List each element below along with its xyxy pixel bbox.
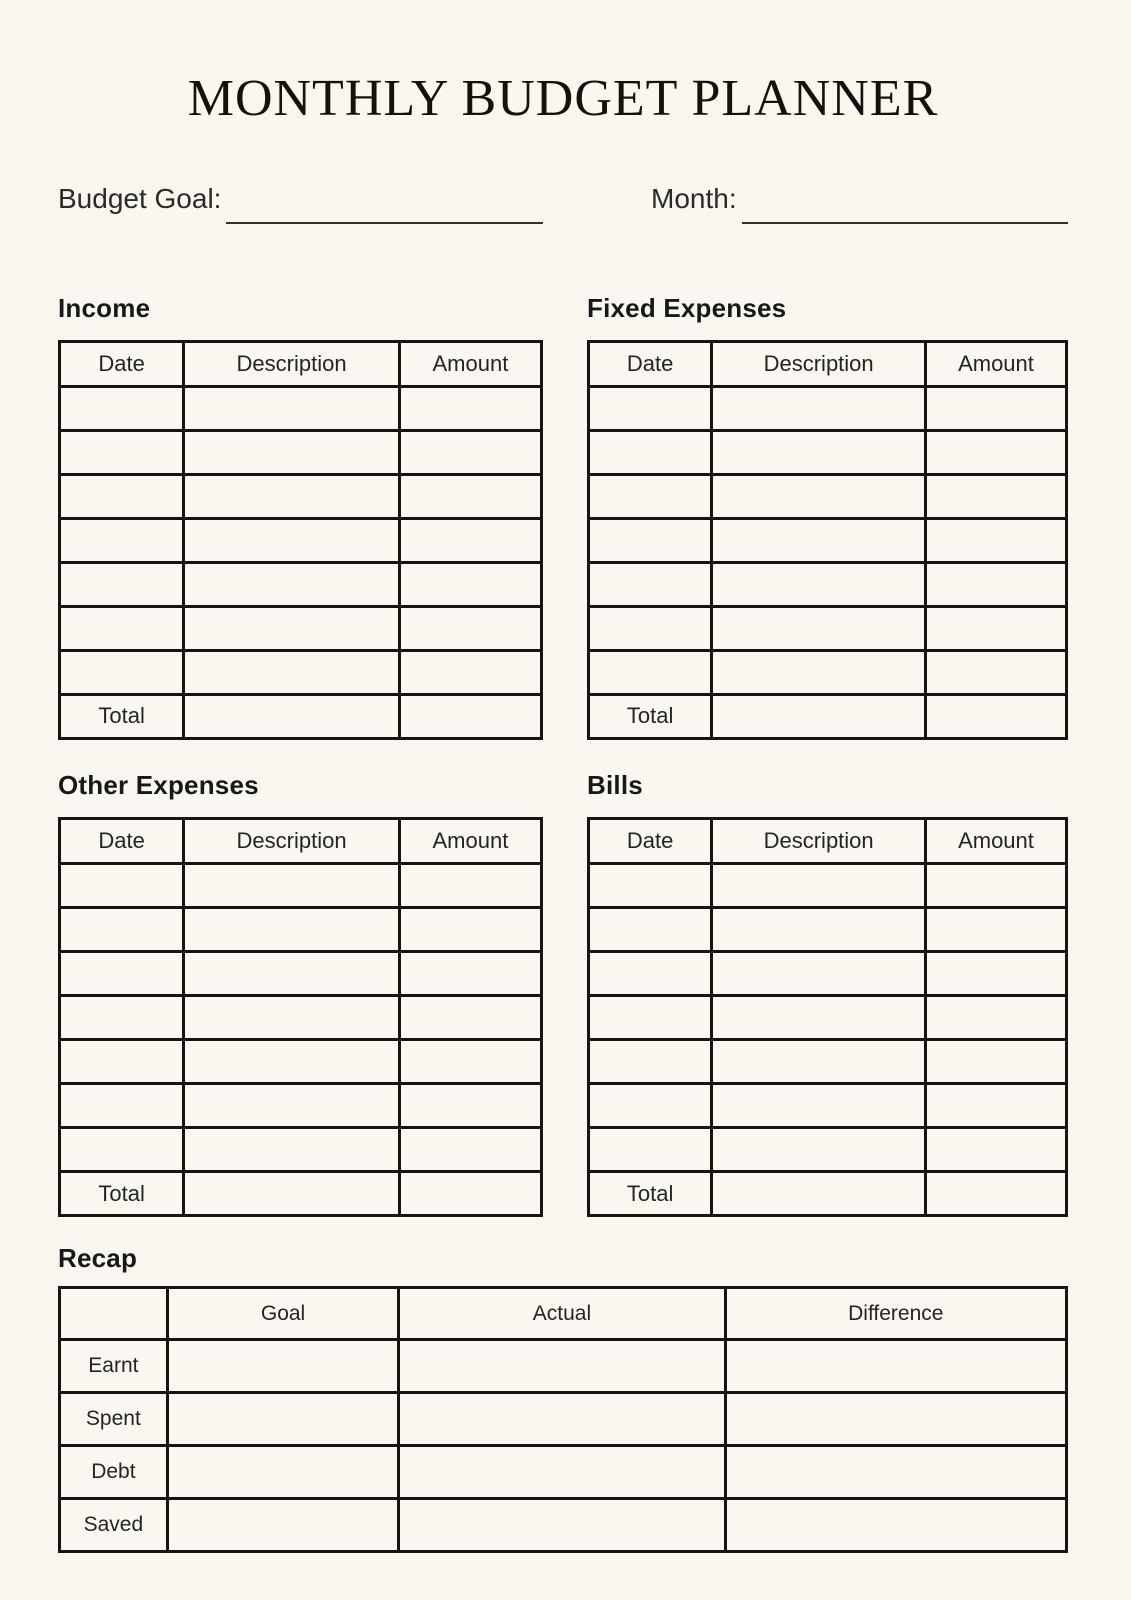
- other-expenses-cell-r2c1[interactable]: [60, 908, 184, 952]
- income-cell-r7c3[interactable]: [399, 650, 541, 694]
- recap-table-body: [60, 1288, 1067, 1552]
- income-cell-r7c2[interactable]: [184, 650, 399, 694]
- column-header-amount: Amount: [925, 341, 1066, 386]
- section-title-recap: Recap: [58, 1243, 138, 1274]
- entry-row: [60, 1128, 542, 1172]
- fixed-expenses-cell-r2c3[interactable]: [925, 430, 1066, 474]
- income-cell-r2c2[interactable]: [184, 430, 399, 474]
- bills-cell-r1c3[interactable]: [925, 864, 1066, 908]
- fixed-expenses-cell-r2c2[interactable]: [712, 430, 926, 474]
- bills-cell-r6c2[interactable]: [712, 1084, 926, 1128]
- header-row: [589, 819, 1067, 864]
- recap-earnt-value-2[interactable]: [399, 1340, 725, 1393]
- fixed-expenses-cell-r6c2[interactable]: [712, 606, 926, 650]
- recap-saved-value-1[interactable]: [167, 1499, 399, 1552]
- fixed-expenses-cell-r4c3[interactable]: [925, 518, 1066, 562]
- entry-row: [589, 562, 1067, 606]
- fixed-expenses-cell-r5c3[interactable]: [925, 562, 1066, 606]
- bills-total-label: Total: [589, 1172, 712, 1216]
- entry-row: [60, 606, 542, 650]
- total-row: [589, 1172, 1067, 1216]
- fixed-expenses-cell-r5c2[interactable]: [712, 562, 926, 606]
- other-expenses-cell-r6c1[interactable]: [60, 1084, 184, 1128]
- header-fields: [58, 183, 1068, 215]
- income-cell-r2c3[interactable]: [399, 430, 541, 474]
- fixed-expenses-total-value-1[interactable]: [712, 694, 926, 738]
- entry-row: [589, 386, 1067, 430]
- recap-column-header-actual: Actual: [399, 1288, 725, 1340]
- recap-row-spent: [60, 1393, 1067, 1446]
- income-cell-r1c3[interactable]: [399, 386, 541, 430]
- month-label: Month:: [651, 182, 737, 214]
- header-row: [589, 341, 1067, 386]
- section-title-bills: Bills: [587, 769, 643, 800]
- recap-debt-value-1[interactable]: [167, 1446, 399, 1499]
- recap-earnt-value-1[interactable]: [167, 1340, 399, 1393]
- section-fixed-expenses: [587, 293, 1068, 740]
- other-expenses-cell-r5c3[interactable]: [399, 1040, 541, 1084]
- column-header-date: Date: [589, 819, 712, 864]
- bills-cell-r7c1[interactable]: [589, 1128, 712, 1172]
- bills-cell-r5c1[interactable]: [589, 1040, 712, 1084]
- entry-row: [589, 952, 1067, 996]
- income-total-value-1[interactable]: [184, 694, 399, 738]
- fixed-expenses-cell-r4c1[interactable]: [589, 518, 712, 562]
- recap-spent-value-1[interactable]: [167, 1393, 399, 1446]
- fixed-expenses-cell-r2c1[interactable]: [589, 430, 712, 474]
- bills-cell-r2c3[interactable]: [925, 908, 1066, 952]
- recap-header-row: [60, 1288, 1067, 1340]
- other-expenses-cell-r5c2[interactable]: [184, 1040, 399, 1084]
- entry-row: [589, 864, 1067, 908]
- entry-row: [60, 1084, 542, 1128]
- bills-table: [587, 817, 1068, 1217]
- fixed-expenses-table-body: [589, 341, 1067, 738]
- entry-row: [60, 908, 542, 952]
- other-expenses-cell-r4c3[interactable]: [399, 996, 541, 1040]
- bills-cell-r7c3[interactable]: [925, 1128, 1066, 1172]
- recap-debt-value-3[interactable]: [725, 1446, 1066, 1499]
- budget-goal-label: Budget Goal:: [58, 182, 222, 214]
- other-expenses-total-value-1[interactable]: [184, 1172, 399, 1216]
- income-cell-r2c1[interactable]: [60, 430, 184, 474]
- recap-saved-value-3[interactable]: [725, 1499, 1066, 1552]
- total-row: [589, 694, 1067, 738]
- section-title-income: Income: [58, 292, 151, 323]
- income-cell-r3c2[interactable]: [184, 474, 399, 518]
- fixed-expenses-cell-r1c3[interactable]: [925, 386, 1066, 430]
- income-cell-r1c2[interactable]: [184, 386, 399, 430]
- other-expenses-cell-r1c3[interactable]: [399, 864, 541, 908]
- recap-earnt-value-3[interactable]: [725, 1340, 1066, 1393]
- entry-row: [60, 952, 542, 996]
- other-expenses-cell-r2c3[interactable]: [399, 908, 541, 952]
- section-recap: [58, 1243, 1068, 1553]
- entry-row: [60, 1040, 542, 1084]
- income-table-body: [60, 341, 542, 738]
- entry-row: [589, 1084, 1067, 1128]
- income-cell-r6c2[interactable]: [184, 606, 399, 650]
- other-expenses-cell-r7c2[interactable]: [184, 1128, 399, 1172]
- recap-saved-value-2[interactable]: [399, 1499, 725, 1552]
- other-expenses-cell-r7c1[interactable]: [60, 1128, 184, 1172]
- bills-total-value-1[interactable]: [712, 1172, 926, 1216]
- other-expenses-cell-r4c2[interactable]: [184, 996, 399, 1040]
- budget-goal-field: [58, 183, 543, 215]
- bills-total-value-2[interactable]: [925, 1172, 1066, 1216]
- bills-cell-r6c3[interactable]: [925, 1084, 1066, 1128]
- other-expenses-cell-r5c1[interactable]: [60, 1040, 184, 1084]
- entry-row: [589, 1128, 1067, 1172]
- recap-row-label-debt: Debt: [60, 1446, 168, 1499]
- column-header-date: Date: [60, 341, 184, 386]
- bills-cell-r1c2[interactable]: [712, 864, 926, 908]
- recap-spent-value-3[interactable]: [725, 1393, 1066, 1446]
- entry-row: [60, 386, 542, 430]
- page-title: MONTHLY BUDGET PLANNER: [187, 70, 939, 127]
- entry-row: [60, 518, 542, 562]
- other-expenses-cell-r1c2[interactable]: [184, 864, 399, 908]
- recap-row-earnt: [60, 1340, 1067, 1393]
- other-expenses-cell-r1c1[interactable]: [60, 864, 184, 908]
- recap-spent-value-2[interactable]: [399, 1393, 725, 1446]
- income-cell-r3c3[interactable]: [399, 474, 541, 518]
- section-title-other-expenses: Other Expenses: [58, 769, 259, 800]
- fixed-expenses-cell-r1c2[interactable]: [712, 386, 926, 430]
- fixed-expenses-total-value-2[interactable]: [925, 694, 1066, 738]
- total-row: [60, 1172, 542, 1216]
- month-input[interactable]: [742, 222, 1068, 224]
- other-expenses-cell-r3c1[interactable]: [60, 952, 184, 996]
- other-expenses-cell-r6c2[interactable]: [184, 1084, 399, 1128]
- fixed-expenses-cell-r7c2[interactable]: [712, 650, 926, 694]
- entry-row: [589, 996, 1067, 1040]
- other-expenses-cell-r2c2[interactable]: [184, 908, 399, 952]
- budget-goal-input[interactable]: [226, 222, 543, 224]
- other-expenses-cell-r4c1[interactable]: [60, 996, 184, 1040]
- fixed-expenses-cell-r5c1[interactable]: [589, 562, 712, 606]
- fixed-expenses-cell-r6c3[interactable]: [925, 606, 1066, 650]
- other-expenses-total-label: Total: [60, 1172, 184, 1216]
- entry-row: [60, 474, 542, 518]
- entry-row: [60, 430, 542, 474]
- recap-row-label-spent: Spent: [60, 1393, 168, 1446]
- bills-cell-r1c1[interactable]: [589, 864, 712, 908]
- fixed-expenses-cell-r1c1[interactable]: [589, 386, 712, 430]
- income-cell-r4c1[interactable]: [60, 518, 184, 562]
- income-cell-r3c1[interactable]: [60, 474, 184, 518]
- fixed-expenses-table: [587, 340, 1068, 740]
- recap-column-header-difference: Difference: [725, 1288, 1066, 1340]
- income-total-value-2[interactable]: [399, 694, 541, 738]
- fixed-expenses-total-label: Total: [589, 694, 712, 738]
- section-title-fixed-expenses: Fixed Expenses: [587, 292, 787, 323]
- entry-row: [60, 650, 542, 694]
- income-cell-r5c2[interactable]: [184, 562, 399, 606]
- bills-cell-r4c2[interactable]: [712, 996, 926, 1040]
- bills-cell-r4c3[interactable]: [925, 996, 1066, 1040]
- column-header-description: Description: [712, 819, 926, 864]
- bills-cell-r3c2[interactable]: [712, 952, 926, 996]
- recap-row-saved: [60, 1499, 1067, 1552]
- income-cell-r5c3[interactable]: [399, 562, 541, 606]
- entry-row: [60, 562, 542, 606]
- sections-grid: [58, 293, 1068, 1217]
- other-expenses-table-body: [60, 819, 542, 1216]
- column-header-date: Date: [60, 819, 184, 864]
- entry-row: [589, 908, 1067, 952]
- bills-cell-r6c1[interactable]: [589, 1084, 712, 1128]
- income-cell-r7c1[interactable]: [60, 650, 184, 694]
- recap-row-debt: [60, 1446, 1067, 1499]
- income-cell-r5c1[interactable]: [60, 562, 184, 606]
- other-expenses-cell-r3c2[interactable]: [184, 952, 399, 996]
- income-cell-r1c1[interactable]: [60, 386, 184, 430]
- bills-cell-r3c1[interactable]: [589, 952, 712, 996]
- header-row: [60, 341, 542, 386]
- income-cell-r4c3[interactable]: [399, 518, 541, 562]
- bills-cell-r3c3[interactable]: [925, 952, 1066, 996]
- income-cell-r4c2[interactable]: [184, 518, 399, 562]
- other-expenses-cell-r7c3[interactable]: [399, 1128, 541, 1172]
- month-field: [587, 183, 1068, 215]
- other-expenses-cell-r6c3[interactable]: [399, 1084, 541, 1128]
- fixed-expenses-cell-r7c1[interactable]: [589, 650, 712, 694]
- recap-debt-value-2[interactable]: [399, 1446, 725, 1499]
- fixed-expenses-cell-r3c2[interactable]: [712, 474, 926, 518]
- column-header-description: Description: [712, 341, 926, 386]
- fixed-expenses-cell-r3c3[interactable]: [925, 474, 1066, 518]
- entry-row: [60, 864, 542, 908]
- bills-cell-r2c2[interactable]: [712, 908, 926, 952]
- income-cell-r6c1[interactable]: [60, 606, 184, 650]
- column-header-description: Description: [184, 341, 399, 386]
- total-row: [60, 694, 542, 738]
- recap-row-label-earnt: Earnt: [60, 1340, 168, 1393]
- entry-row: [589, 650, 1067, 694]
- bills-cell-r5c3[interactable]: [925, 1040, 1066, 1084]
- other-expenses-cell-r3c3[interactable]: [399, 952, 541, 996]
- column-header-amount: Amount: [925, 819, 1066, 864]
- recap-column-header-blank: [60, 1288, 168, 1340]
- bills-cell-r7c2[interactable]: [712, 1128, 926, 1172]
- recap-row-label-saved: Saved: [60, 1499, 168, 1552]
- column-header-amount: Amount: [399, 341, 541, 386]
- entry-row: [60, 996, 542, 1040]
- section-bills: [587, 770, 1068, 1217]
- bills-cell-r4c1[interactable]: [589, 996, 712, 1040]
- section-income: [58, 293, 543, 740]
- bills-table-body: [589, 819, 1067, 1216]
- recap-table: [58, 1286, 1068, 1553]
- income-cell-r6c3[interactable]: [399, 606, 541, 650]
- income-table: [58, 340, 543, 740]
- recap-column-header-goal: Goal: [167, 1288, 399, 1340]
- entry-row: [589, 606, 1067, 650]
- fixed-expenses-cell-r6c1[interactable]: [589, 606, 712, 650]
- entry-row: [589, 518, 1067, 562]
- section-other-expenses: [58, 770, 543, 1217]
- other-expenses-table: [58, 817, 543, 1217]
- income-total-label: Total: [60, 694, 184, 738]
- fixed-expenses-cell-r7c3[interactable]: [925, 650, 1066, 694]
- entry-row: [589, 1040, 1067, 1084]
- column-header-date: Date: [589, 341, 712, 386]
- column-header-description: Description: [184, 819, 399, 864]
- entry-row: [589, 430, 1067, 474]
- column-header-amount: Amount: [399, 819, 541, 864]
- fixed-expenses-cell-r4c2[interactable]: [712, 518, 926, 562]
- header-row: [60, 819, 542, 864]
- fixed-expenses-cell-r3c1[interactable]: [589, 474, 712, 518]
- bills-cell-r2c1[interactable]: [589, 908, 712, 952]
- bills-cell-r5c2[interactable]: [712, 1040, 926, 1084]
- entry-row: [589, 474, 1067, 518]
- other-expenses-total-value-2[interactable]: [399, 1172, 541, 1216]
